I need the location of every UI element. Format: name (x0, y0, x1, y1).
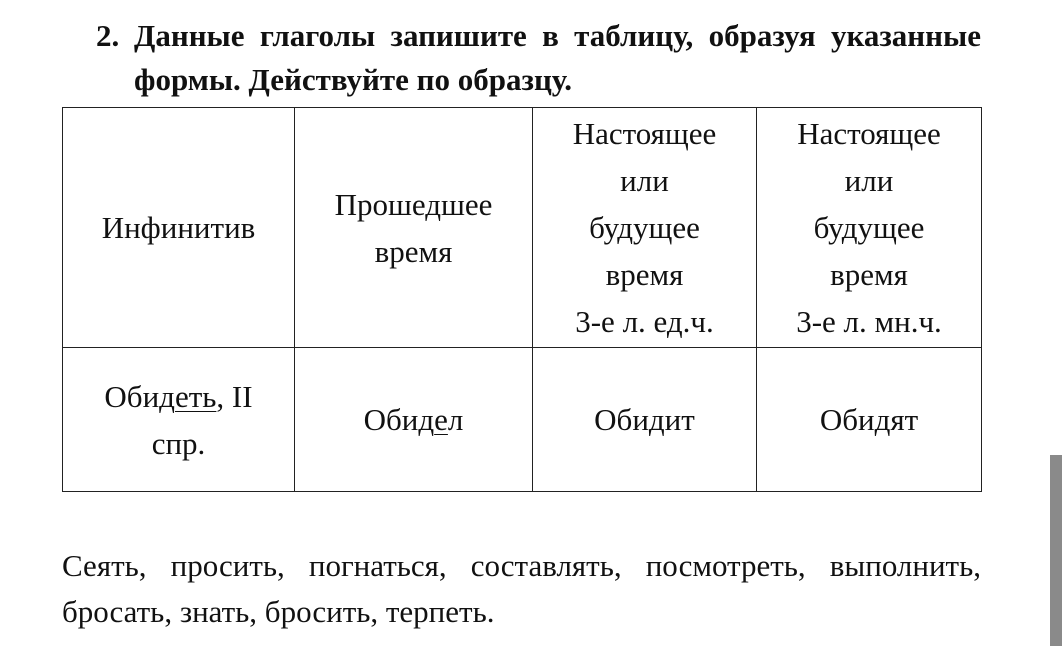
past-suffix-underlined: е (434, 402, 448, 437)
infinitive-suffix-underlined: еть (174, 378, 217, 414)
sample-infinitive (63, 348, 295, 492)
infinitive-stem: Обид (104, 378, 175, 414)
task-statement (96, 14, 981, 102)
sample-past-tense (295, 348, 533, 492)
verb-forms-table (62, 107, 982, 492)
sample-present-singular: Обидит (533, 348, 757, 492)
header-present-plural: Настоящее или будущее время 3-е л. мн.ч. (757, 108, 982, 348)
past-stem: Обид (363, 402, 435, 437)
table-header-row (63, 108, 982, 348)
task-number: 2. (96, 18, 120, 53)
verb-word-list: Сеять, просить, погнаться, составлять, посмотреть, выполнить, бросать, знать, бросить, терпеть. (62, 548, 981, 629)
conjugation-label: , II спр. (151, 378, 253, 461)
header-past-tense: Прошедшее время (295, 108, 533, 348)
task-instruction: Данные глаголы запишите в таблицу, образуя указанные формы. Действуйте по образцу. (134, 18, 981, 97)
sample-present-plural: Обидят (757, 348, 982, 492)
past-ending: л (447, 402, 464, 437)
table-row (63, 348, 982, 492)
header-infinitive: Инфинитив (63, 108, 295, 348)
scrollbar-thumb[interactable] (1050, 455, 1062, 646)
header-present-singular: Настоящее или будущее время 3-е л. ед.ч. (533, 108, 757, 348)
